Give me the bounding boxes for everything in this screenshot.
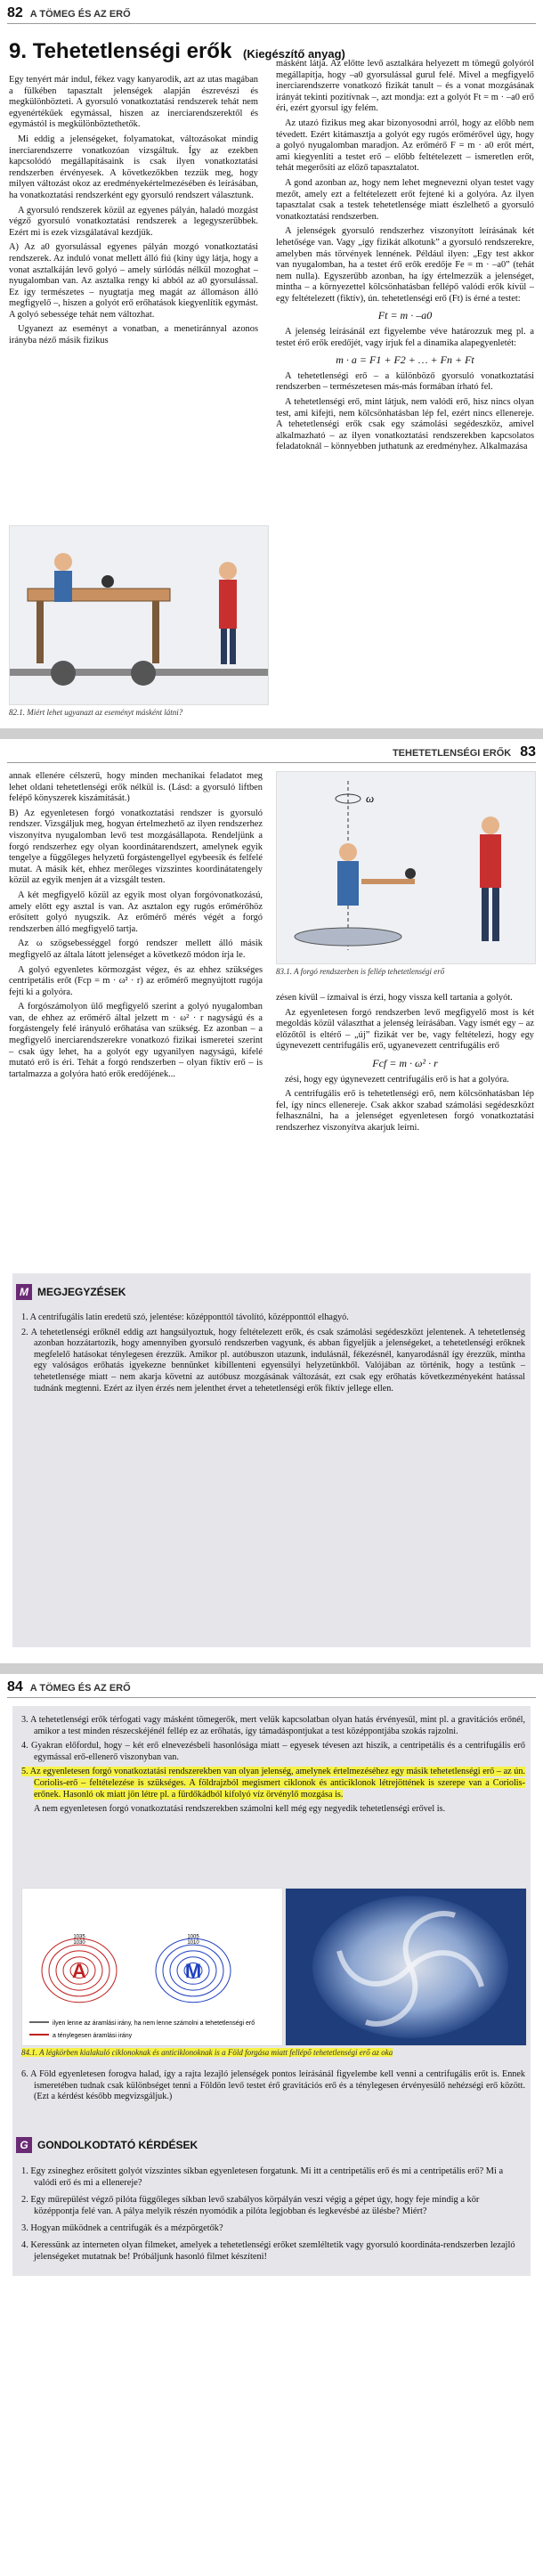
questions-badge: G [16,2137,32,2153]
questions-header [16,2137,198,2153]
question-item: 2. Egy műrepülést végző pilóta függőleges síkban levő szabályos körpályán veszi végig a gépet úgy, hogy feje mindig a kör középpontja felé van. A pálya melyik részén nyomódik a pilóta legjobban és legkevésbé az ülésbe? Miért? [21,2195,480,2216]
paragraph: A gond azonban az, hogy nem lehet megnevezni olyan testet vagy mezőt, amely ezt a feltételezett erőt fejtené ki a golyóra. Az ilyen tapasztalat csak a testek tehetetlensége miatt észlelhető a gyorsuló vonatkoztatási rendszerben. [276,177,534,222]
paragraph: Mi eddig a jelenségeket, folyamatokat, változásokat mindig inerciarendszerre vonatkozóan vizsgáltuk. Így az ezekben kapcsolódó megállapításaink is csak ilyen vonatkoztatási rendszerben érvényesek. A következőkben tezzük meg, hogy milyen változást okoz az eredményekértelmezésében és leírásában, ha vonatkoztatási rendszerként egy gyorsuló rendszert választunk. [9,134,258,200]
paragraph: A jelenségek gyorsuló rendszerhez viszonyított leírásának két lehetősége van. Vagy „így fizikát alkotunk” a gyorsuló rendszerekre, amelyben más törvények lennének. Például ilyen: „Egy test akkor van nyugalomban, ha a testet érő erők eredője Fe = m · –a0” (tehát nem nulla). Egyszerűbb azonban, ha így értelmezzük a jelenséget, mintha – a környezettel kölcsönhatásban fellépő valódi erők kívül – egy feltételezett (fiktív), ún. tehetetlenségi erő (Ft) is érné a testet: [276,226,534,304]
header-rule [7,1697,536,1698]
page-number: 84 [7,1679,23,1694]
page-header [7,1679,131,1695]
notes-header [16,1284,126,1300]
note-item: A nem egyenletesen forgó vonatkoztatási rendszerekben számolni kell még egy negyedik tehetetlenségi erővel is. [34,1804,446,1815]
paragraph: Az ω szögsebességgel forgó rendszer mellett álló másik megfigyelő az általa látott jelenséget a következő módon írja le. [9,939,263,960]
header-rule [7,23,536,24]
page-number: 83 [520,744,536,760]
notes-list-final [21,2069,525,2107]
figure-cyclone-diagram [21,1888,283,2046]
paragraph: A) Az a0 gyorsulással egyenes pályán mozgó vonatkoztatási rendszerek. Az induló vonat mellett álló fiú (kiny úgy látja, hogy a vonat asztalkáján levő golyó – amely súrlódás nélkül mozoghat – nyugalomban van. Az asztalka rengy ki abból az a0 gyorsulással. Ez így természetes – nyugtatja meg magát az állomáson álló megfigyelő –, hiszen a golyót erő erőhatások kiegyenlítik egymást. A golyó sebessége tehát nem változhat. [9,242,258,320]
question-item: 3. Hogyan működnek a centrifugák és a mézpörgetők? [21,2223,223,2233]
page-header [393,744,536,760]
note-item: 2. A tehetetlenségi erőknél eddig azt hangsúlyoztuk, hogy feltételezett erők, és csak számolási segédeszközt jelentenek. A tehetetlenség azonban hozzátartozik, hogy amennyiben gyorsuló rendszerben vagyunk, és abban figyeljük a jelenségeket, a tehetetlenségi erőknek megfelelő hatásokat ténylegesen érezzük. Amikor pl. autóbuszon utazunk, indulásnál, fékezésnél, kanyarodásnál így érezzük, mintha egy valóságos erőhatás igyekezne bennünket kibillenteni egyensúlyi helyzetünkből. Valójában az történik, hogy a testünk – tehetetlensége miatt – nem akarja követni az autóbusz mozgásának változását, ezt csak egy erőhatás következményeként hatással tudnánk megtenni. Ezért az ilyen érzés nem jelenthet érvet a tehetetlenségi erők fiktív jellege ellen. [21,1327,525,1394]
notes-list-continued [21,1715,525,1819]
page-82 [0,0,543,739]
header-rule [7,762,536,763]
anticyclone-letter: A [72,1960,86,1982]
note-item: 6. A Föld egyenletesen forogva halad, így a rajta lezajló jelenségek pontos leírásánál figyelembe kell venni a centrifugális erőt is. Ennek ismeretében tudnak csak különbséget tenni a Földön levő testet érő gravitációs erő és a ténylegesen érvényesülő nehézségi erő között. (Ezt a kérdést később megvizsgáljuk.) [21,2069,525,2102]
figure-caption [21,2048,525,2058]
figure-caption-text: 84.1. A légkörben kialakuló ciklonoknak és anticiklonoknak is a Föld forgása miatt fellépő tehetetlenségi erő az oka [21,2048,393,2057]
paragraph: Ugyanezt az eseményt a vonatban, a menetiránnyal azonos irányba néző másik fizikus [9,324,258,346]
paragraph: A jelenség leírásánál ezt figyelembe véve határozzuk meg pl. a testet érő erők eredőjét, vagy írjuk fel a dinamika alapegyenletét: [276,327,534,348]
paragraph: A két megfigyelő közül az egyik most olyan forgóvonatkozású, amely előtt egy asztal is van. Az asztalon egy rugós erőmérőhöz erősített golyó nyugszik. Az erőmérő mérés végét a forgó rendszerben álló megfigyelő tartja. [9,890,263,934]
paragraph: másként látja. Az előtte levő asztalkára helyezett m tömegű golyóról megállapítja, hogy –a0 gyorsulással gurul felé. Mivel a megfigyelő inerciarendszerre vonatkozó fizikát tanult – és a vonat mozgásának irányát tekinti pozitívnak –, azt mondja: ezt a golyót Ft = m · –a0 erő éri, ezért gyorsul így felém. [276,59,534,114]
legend-item: a ténylegesen áramlási irány [53,2033,133,2039]
page-83 [0,739,543,1674]
formula-dynamics: m · a = F1 + F2 + … + Fn + Ft [336,353,474,367]
cyclone-letter: M [184,1960,202,1982]
questions-list [21,2166,525,2268]
section-title-text: Tehetetlenségi erők [32,39,232,63]
page-number: 82 [7,5,23,20]
running-head: A TÖMEG ÉS AZ ERŐ [29,9,131,20]
notes-badge: M [16,1284,32,1300]
questions-title: GONDOLKODTATÓ KÉRDÉSEK [37,2139,199,2151]
paragraph: A gyorsuló rendszerek közül az egyenes pályán, haladó mozgást végző gyorsuló vonatkoztatási rendszerek a legegyszerűbbek. Ezért mi is ezek vizsgálatával kezdjük. [9,205,258,238]
notes-title: MEGJEGYZÉSEK [37,1286,126,1298]
paragraph: Az egyenletesen forgó rendszerben levő megfigyelő most is két megoldás közül választhat a jelenség leírásában. Vagy ismét egy – az előzőtől is eltérő – „új” fizikát ver be, vagy feltételezi, hogy egy úgynevezett centrifugális erő, ugyanevezett centrifugális erő [276,1007,534,1052]
figure-caption: 83.1. A forgó rendszerben is fellép tehetetlenségi erő [276,967,445,976]
running-head: A TÖMEG ÉS AZ ERŐ [29,1683,131,1694]
note-item: 3. A tehetetlenségi erők térfogati vagy másként tömegerők, mert velük kapcsolatban olyan hatás érvényesül, mint pl. a gravitációs erőnél, amikor a test minden részecskéjénél fellép ez az erőhatás, így támadáspontjukat a test középpontjába szokás rajzolni. [21,1715,525,1736]
question-item: 4. Keressünk az interneten olyan filmeket, amelyek a tehetetlenségi erőket szemléltetik vagy gyorsuló koordináta-rendszerben lezajló jelenségeket mutatnak be! Próbáljunk hasonló filmet készíteni! [21,2240,515,2262]
section-number: 9. [9,39,28,63]
omega-label: ω [366,792,375,805]
paragraph: Egy tenyért már indul, fékez vagy kanyarodik, azt az utas magában a fülkében tapasztalt jelenségek alapján észrevészi és megkülönbözteti. A gyorsuló vonatkoztatási rendszerek tehát nem egyenértékűek egymással, hiszen az inerciarendszerektől és egymástól is megkülönböztethetők. [9,75,258,130]
page-header [7,5,131,21]
figure-train-illustration [9,525,269,705]
page-separator [0,1663,543,1674]
left-column [9,771,263,1084]
rotating-platform-illustration [277,772,535,963]
paragraph: A centrifugális erő is tehetetlenségi erő, nem kölcsönhatásban lép fel, így nincs ellenereje. Csak akkor szabad számolási segédeszközt felhasználni, ha a jelenséget egyenletesen forgó vonatkoztatási rendszerhez viszonyítva akarjuk leírni. [276,1089,534,1133]
left-column [9,75,258,351]
right-column [276,993,534,1138]
paragraph: annak ellenére célszerű, hogy minden mechanikai feladatot meg lehet oldani tehetetlenségi erők nélkül is. (Lásd: a gyorsuló liftben felépő könyszerek kiszámítását.) [9,771,263,804]
page-84 [0,1674,543,2576]
note-item: 1. A centrifugális latin eredetű szó, jelentése: középponttól távolító, középponttól elhagyó. [21,1312,349,1322]
highlighted-text: 5. Az egyenletesen forgó vonatkoztatási rendszerekben van olyan jelenség, amelynek értelmezéséhez egy másik tehetetlenségi erő – az ún. Coriolis-erő – feltételezése is szükséges. A földrajzból megismert ciklonok és anticiklonok létrejöttének is szerepe van a Coriolis-erőnek. Hasonló ok miatt jön létre pl. a fürdőkádból kifolyó víz örvénylő mozgása is. [21,1767,525,1800]
page-separator [0,728,543,739]
notes-list [21,1312,525,1398]
isobar-label: 1010 [187,1940,199,1946]
note-item: 4. Gyakran előfordul, hogy – két erő elnevezésbeli hasonlósága miatt – egyesek tévesen azt hiszik, a centripetális és a centrifugális erő egymással erő-ellenerő viszonyban van. [21,1741,525,1762]
formula-inertial-force: Ft = m · –a0 [377,309,433,322]
running-head: TEHETETLENSÉGI ERŐK [392,748,512,759]
section-subtitle: (Kiegészítő anyag) [243,47,345,61]
paragraph: A golyó egyenletes körmozgást végez, és az ehhez szükséges centripetális erőt (Fcp = m · ω² · r) az erőmérő megnyújtott rugója fejti ki a golyóra. [9,964,263,997]
paragraph: A tehetetlenségi erő – a különböző gyorsuló vonatkoztatási rendszerben – természetesen más-más formában írható fel. [276,370,534,393]
right-column [276,59,534,457]
question-item: 1. Egy zsineghez erősített golyót vízszintes síkban egyenletesen forgatunk. Mi itt a centripetális erő és mi a centripetális erő? Mi a valódi erő és mi a ellenereje? [21,2166,504,2188]
isobar-label: 1005 [187,1934,199,1940]
paragraph: B) Az egyenletesen forgó vonatkoztatási rendszer is gyorsuló rendszer. Vizsgáljuk meg, hogyan értelmezhető az ilyen rendszerhez viszonyítva nyugalomban levő test mozgásállapota. Rendeljünk a forgó rendszerhez egy olyan koordinátarendszert, amelynek egyik tengelye a függőleges helyzetű forgástengellyel egybeesik és felfelé mutat. A másik két, ehhez merőleges vízszintes koordinátatengely közül az egyik menjen át a vizsgált testen. [9,808,263,886]
formula-centrifugal: Fcf = m · ω² · r [372,1056,438,1069]
paragraph: A forgószámolyon ülő megfigyelő szerint a golyó nyugalomban van, de ehhez az erőmérő által jelzett m · ω² · r nagyságú és a forgástengely felé irányuló erőhatása van szükség. Ez azonban – a megfigyelő inerciarendszerekre vonatkozó fizikai ismeretei szerint – csak úgy lehet, ha a golyót egy ugyanilyen nagyságú, kifelé mutató erő is éri. Tehát a forgó rendszerben – olyan fiktív erő – is tartalmazza a golyóra ható erők eredőjének... [9,1002,263,1079]
train-illustration [10,526,268,704]
figure-satellite-photo [285,1888,527,2046]
legend-item: ilyen lenne az áramlási irány, ha nem lenne számolni a tehetetlenségi erő [53,2020,255,2027]
isobar-label: 1035 [73,1934,85,1940]
figure-rotating-platform [276,771,536,964]
paragraph: zési, hogy egy úgynevezett centrifugális erő is hat a golyóra. [285,1074,509,1085]
paragraph: zésen kívül – ízmaival is érzi, hogy vissza kell tartania a golyót. [276,993,513,1003]
isobar-label: 1030 [73,1940,85,1946]
figure-caption: 82.1. Miért lehet ugyanazt az eseményt másként látni? [9,708,183,717]
satellite-cyclone-image [286,1889,526,2045]
isobar-diagram [22,1889,282,2045]
note-item-highlighted [21,1767,525,1800]
paragraph: Az utazó fizikus meg akar bizonyosodni arról, hogy az előbb nem tévedett. Ezért kitámasztja a golyót egy rugós erőmérővel úgy, hogy a golyó nyugalomban maradjon. Az erőmérő F = m · a0 erőt mért, ami kiegyenlíti a testet erő – előbb feltételezett – ismeretlen erőt, tehát megerősíti az előző tapasztalatot. [276,118,534,174]
paragraph: A tehetetlenségi erő, mint látjuk, nem valódi erő, hisz nincs olyan test, ami kifejti, nem kölcsönhatásban lép fel, ezért nincs ellenereje. A tehetetlenségi erők csak egy számolási segédeszköz, amivel alkalmazható – az ilyen vonatkoztatási rendszerekben kapcsolatos feladatoknál – könnyebben juthatunk az eredményhez. Alkalmazása [276,397,534,452]
